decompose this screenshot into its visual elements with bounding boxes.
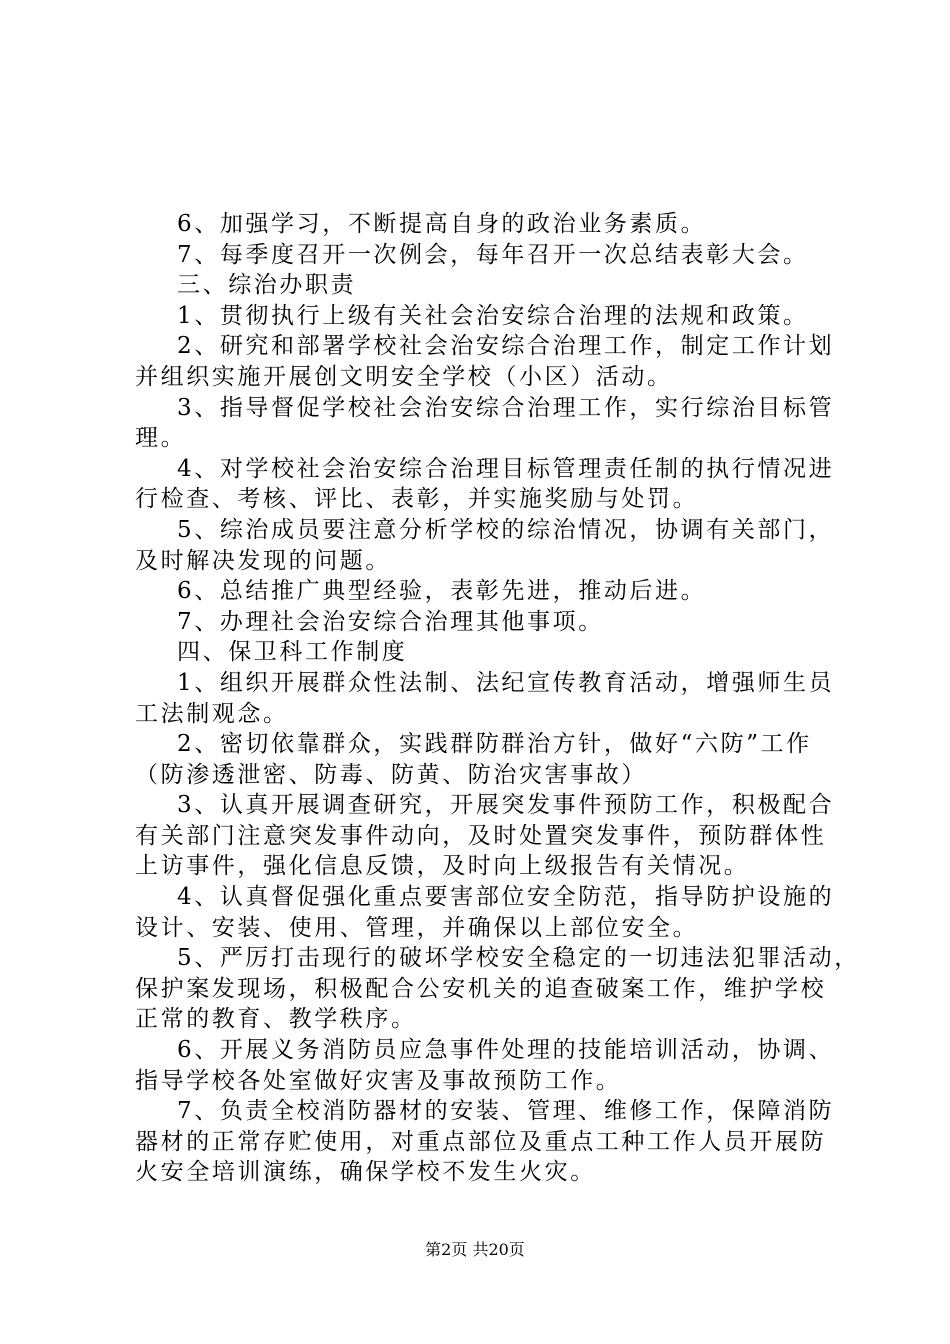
section-heading: 四、保卫科工作制度 [177, 639, 408, 666]
paragraph-line: 理。 [135, 425, 187, 452]
document-body [135, 209, 860, 1188]
paragraph-line: 指导学校各处室做好灾害及事故预防工作。 [135, 1067, 622, 1094]
page-number-footer: 第2页 共20页 [425, 1240, 525, 1259]
paragraph-line: 1、组织开展群众性法制、法纪宣传教育活动，增强师生员 [177, 669, 835, 696]
paragraph-line: 7、办理社会治安综合治理其他事项。 [177, 608, 604, 635]
paragraph-line: 7、负责全校消防器材的安装、管理、维修工作，保障消防 [177, 1098, 835, 1125]
paragraph-line: 设计、安装、使用、管理，并确保以上部位安全。 [135, 914, 699, 941]
paragraph-line: 6、总结推广典型经验，表彰先进，推动后进。 [177, 578, 707, 605]
section-heading: 三、综治办职责 [177, 272, 357, 299]
paragraph-line: 正常的教育、教学秩序。 [135, 1006, 417, 1033]
paragraph-line: 并组织实施开展创文明安全学校（小区）活动。 [135, 363, 673, 390]
paragraph-line: 有关部门注意突发事件动向，及时处置突发事件，预防群体性 [135, 822, 827, 849]
paragraph-line: 行检查、考核、评比、表彰，并实施奖励与处罚。 [135, 486, 699, 513]
paragraph-line: 4、对学校社会治安综合治理目标管理责任制的执行情况进 [177, 455, 835, 482]
paragraph-line: 1、贯彻执行上级有关社会治安综合治理的法规和政策。 [177, 302, 809, 329]
paragraph-line: 保护案发现场，积极配合公安机关的追查破案工作，维护学校 [135, 975, 827, 1002]
paragraph-line: （防渗透泄密、防毒、防黄、防治灾害事故） [135, 761, 647, 788]
paragraph-line: 2、密切依靠群众，实践群防群治方针，做好“六防”工作 [177, 731, 812, 758]
paragraph-line: 火安全培训演练，确保学校不发生火灾。 [135, 1159, 596, 1186]
paragraph-line: 5、综治成员要注意分析学校的综治情况，协调有关部门， [177, 516, 835, 543]
paragraph-line: 器材的正常存贮使用，对重点部位及重点工种工作人员开展防 [135, 1128, 827, 1155]
paragraph-line: 4、认真督促强化重点要害部位安全防范，指导防护设施的 [177, 884, 835, 911]
paragraph-line: 5、严厉打击现行的破坏学校安全稳定的一切违法犯罪活动， [177, 945, 860, 972]
paragraph-line: 2、研究和部署学校社会治安综合治理工作，制定工作计划 [177, 333, 835, 360]
paragraph-line: 3、指导督促学校社会治安综合治理工作，实行综治目标管 [177, 394, 835, 421]
paragraph-line: 上访事件，强化信息反馈，及时向上级报告有关情况。 [135, 853, 750, 880]
paragraph-line: 3、认真开展调查研究，开展突发事件预防工作，积极配合 [177, 792, 835, 819]
paragraph-line: 及时解决发现的问题。 [135, 547, 391, 574]
paragraph-line: 7、每季度召开一次例会，每年召开一次总结表彰大会。 [177, 241, 809, 268]
paragraph-line: 工法制观念。 [135, 700, 289, 727]
paragraph-line: 6、加强学习，不断提高自身的政治业务素质。 [177, 211, 707, 237]
paragraph-line: 6、开展义务消防员应急事件处理的技能培训活动，协调、 [177, 1037, 835, 1064]
